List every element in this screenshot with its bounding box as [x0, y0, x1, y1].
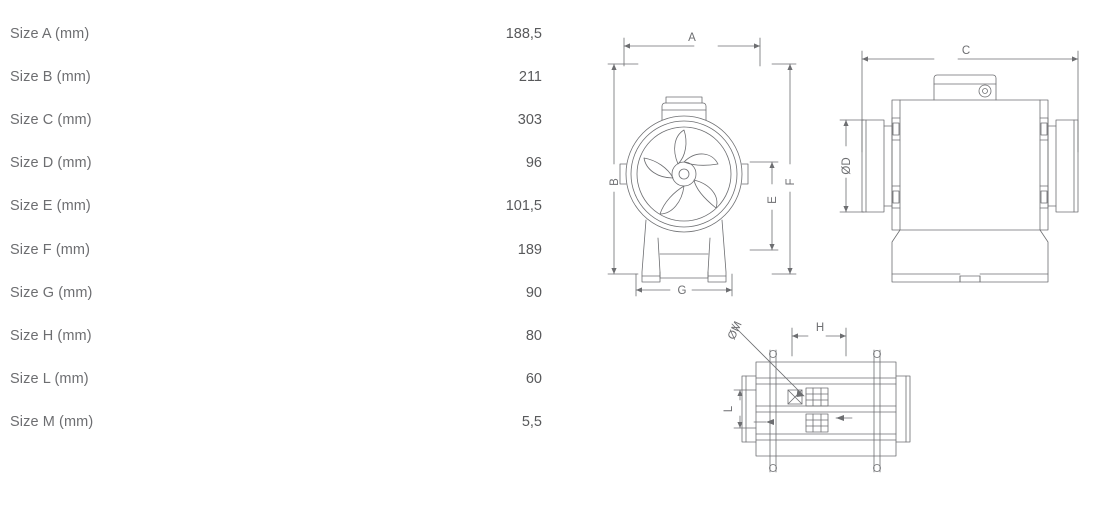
- dimension-label-c: C: [961, 45, 971, 57]
- table-row: [0, 228, 560, 271]
- dimension-label-f: F: [785, 178, 797, 186]
- spec-value: 211: [518, 68, 542, 85]
- dimension-label-h: H: [815, 322, 825, 334]
- table-row: [0, 142, 560, 185]
- spec-value: 188,5: [505, 25, 542, 42]
- technical-drawings: [590, 0, 1112, 512]
- spec-label: Size H (mm): [10, 327, 92, 344]
- table-row: [0, 314, 560, 357]
- table-row: [0, 358, 560, 401]
- dimension-label-b: B: [609, 178, 621, 186]
- spec-value: 80: [525, 327, 542, 344]
- front-view-drawing: [600, 24, 830, 309]
- top-view-drawing: [710, 310, 960, 505]
- spec-value: 60: [525, 371, 542, 388]
- spec-label: Size E (mm): [10, 198, 91, 215]
- dimensions-table: [0, 12, 560, 444]
- spec-label: Size M (mm): [10, 414, 94, 431]
- table-row: [0, 185, 560, 228]
- table-row: [0, 401, 560, 444]
- spec-label: Size L (mm): [10, 371, 89, 388]
- spec-label: Size G (mm): [10, 284, 93, 301]
- dimension-label-od: ØD: [841, 157, 853, 175]
- spec-label: Size F (mm): [10, 241, 91, 258]
- table-row: [0, 55, 560, 98]
- spec-value: 101,5: [505, 198, 542, 215]
- spec-value: 96: [525, 155, 542, 172]
- side-view-drawing: [830, 34, 1100, 294]
- dimension-label-a: A: [688, 32, 696, 44]
- spec-value: 303: [517, 111, 542, 128]
- dimension-label-om: ØM: [725, 319, 745, 342]
- spec-label: Size B (mm): [10, 68, 91, 85]
- dimension-label-g: G: [677, 285, 687, 297]
- spec-label: Size D (mm): [10, 155, 92, 172]
- dimension-label-e: E: [767, 196, 779, 204]
- table-row: [0, 12, 560, 55]
- spec-value: 189: [517, 241, 542, 258]
- spec-value: 90: [525, 284, 542, 301]
- spec-value: 5,5: [521, 414, 542, 431]
- spec-label: Size C (mm): [10, 111, 92, 128]
- dimension-label-l: L: [723, 405, 735, 413]
- spec-label: Size A (mm): [10, 25, 90, 42]
- table-row: [0, 271, 560, 314]
- table-row: [0, 98, 560, 141]
